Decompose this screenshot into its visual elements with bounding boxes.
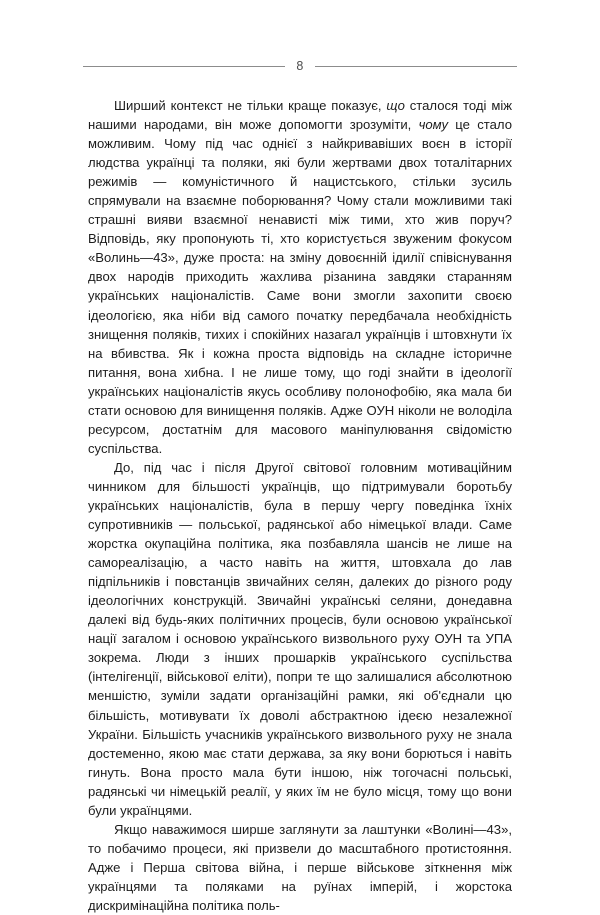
body-run: Ширший контекст не тільки краще показує, xyxy=(114,98,387,113)
paragraph xyxy=(88,96,512,458)
running-header xyxy=(83,56,517,76)
paragraph xyxy=(88,458,512,820)
body-run: До, під час і після Другої світової головним мотиваційним чинником для більшості українців, що підтримували боротьбу українських націоналістів, була в першу чергу поведінка їхніх супротивників — польської, радянської або німецької влади. Саме жорстка окупаційна політика, яка позбавляла шансів не лише на самореалізацію, а часто навіть на життя, штовхала до лав підпільників і повстанців звичайних селян, далеких до різного роду ідеологічних конструкцій. Звичайні українські селяни, донедавна далекі від будь-яких політичних процесів, були основою української нації загалом і основою українського визвольного руху ОУН та УПА зокрема. Люди з інших прошарків українського суспільства (інтелігенції, військової еліти), попри те що залишалися абсолютною меншістю, зуміли задати організаційні рамки, які об'єднали цю більшість, мотивувати їх доволі абстрактною ідеєю незалежної України. Більшість учасників українського визвольного руху не знала достеменно, якою має стати держава, за яку вони борються і навіть гинуть. Вона просто мала бути іншою, ніж тогочасні польські, радянські чи німецькій реалії, у яких їм не було місця, тому що вони були українцями. xyxy=(88,459,512,818)
header-rule-right xyxy=(315,66,517,67)
emphasis-text: чому xyxy=(418,117,449,133)
body-run: Якщо наважимося ширше заглянути за лаштунки «Волині—43», то побачимо процеси, які призвели до масштабного протистояння. Адже і Перша світова війна, і перше військове зіткнення між українцями та поляками на руїнах імперій, і жорстока дискримінаційна політика поль- xyxy=(88,821,512,913)
body-run: це стало можливим. Чому під час однієї з найкривавіших воєн в історії людства українці та поляки, які були жертвами двох тоталітарних режимів — комуністичного й нацистського, стільки зусиль спрямували на взаємне поборювання? Чому стали можливими такі страшні вияви взаємної ненависті між тими, хто жив поруч? Відповідь, яку пропонують ті, хто користується звуженим фокусом «Волинь—43», дуже проста: на зміну довоєнній ідилії співіснування двох народів приходить жахлива різанина завдяки старанням українських націоналістів. Саме вони змогли захопити своєю ідеологією, яка ніби від самого початку передбачала необхідність знищення поляків, тихих і спокійних назагал українців і штовхнути їх на вбивства. Як і кожна проста відповідь на складне історичне питання, вона хибна. І не лише тому, що годі знайти в ідеології українських націоналістів якусь особливу полонофобію, яка мала би стати основою для винищення поляків. Адже ОУН ніколи не володіла ресурсом, достатнім для масового маніпулювання свідомістю суспільства. xyxy=(88,117,512,456)
page-number: 8 xyxy=(296,58,304,73)
body-run: сталося тоді між нашими народами, він може допомогти зрозуміти, xyxy=(88,98,512,133)
header-rule-left xyxy=(83,66,285,67)
paragraph xyxy=(88,820,512,915)
emphasis-text: що xyxy=(386,98,405,113)
page-body-text xyxy=(88,96,512,915)
